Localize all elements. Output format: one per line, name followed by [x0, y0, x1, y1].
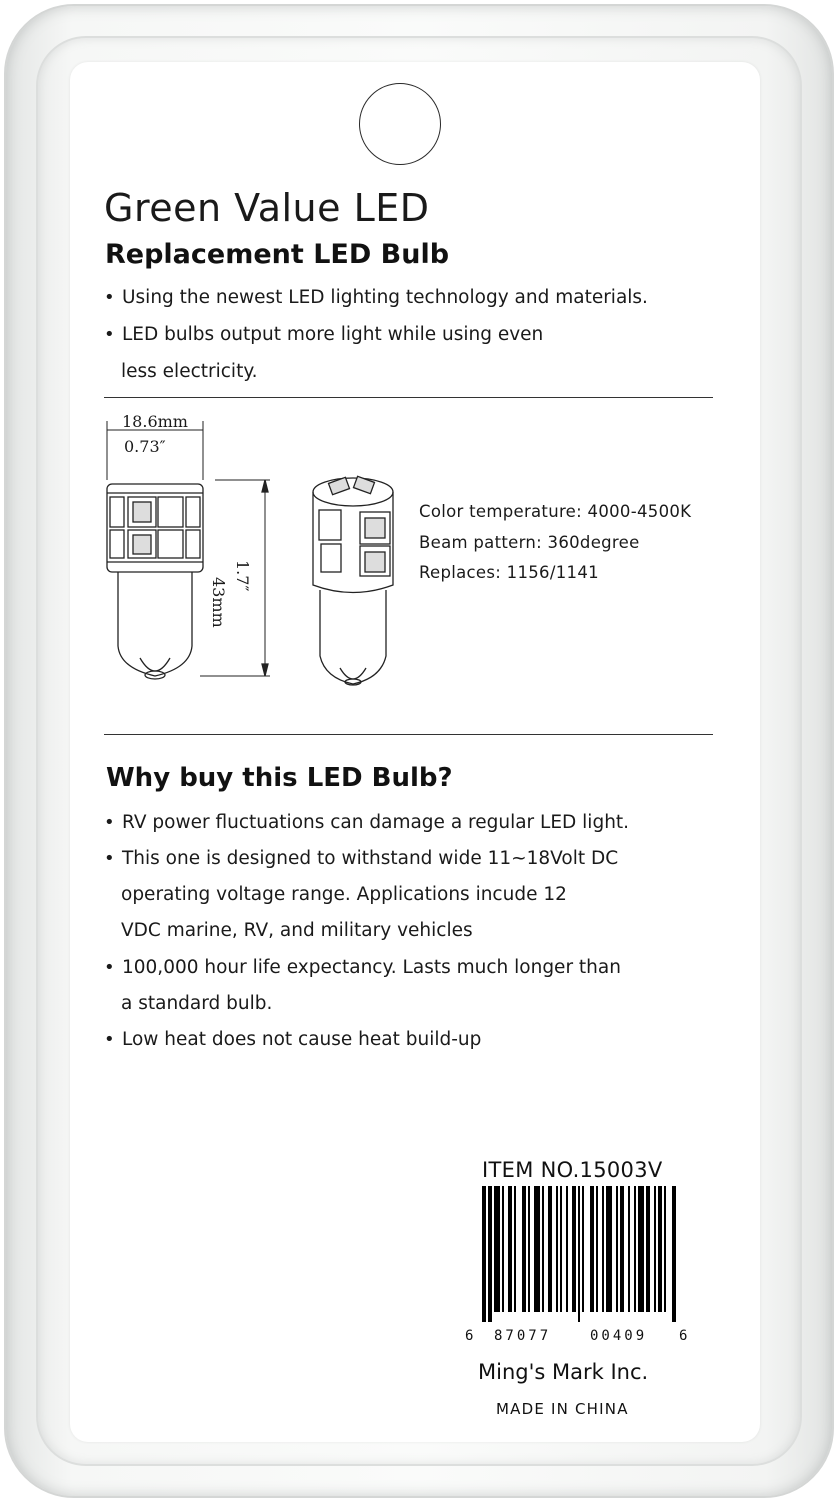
barcode-bar	[528, 1186, 530, 1312]
why-bullet-text: This one is designed to withstand wide 11~18Volt DC	[122, 848, 619, 869]
arrow-up-icon	[262, 480, 268, 492]
bulb-side-view	[107, 484, 203, 679]
upc-right-digit: 6	[679, 1328, 688, 1344]
spec-replaces: Replaces: 1156/1141	[419, 563, 599, 582]
bullet-dot-icon: •	[104, 957, 115, 978]
bullet-dot-icon: •	[104, 287, 115, 308]
barcode-bar	[582, 1186, 584, 1312]
divider-middle	[104, 734, 713, 735]
barcode-bar	[488, 1186, 492, 1322]
barcode-bar	[590, 1186, 594, 1312]
barcode-bar	[596, 1186, 598, 1312]
dim-height-in: 1.7″	[233, 560, 252, 592]
barcode-bar	[514, 1186, 516, 1312]
intro-bullet-text: LED bulbs output more light while using even	[122, 324, 544, 345]
barcode-bar	[502, 1186, 504, 1312]
why-bullet	[104, 848, 618, 869]
barcode-bar	[556, 1186, 558, 1312]
why-bullet-text: 100,000 hour life expectancy. Lasts much longer than	[122, 957, 621, 978]
barcode-bar	[664, 1186, 666, 1312]
barcode-bar	[494, 1186, 500, 1312]
why-bullet-continuation: a standard bulb.	[121, 993, 273, 1014]
barcode-bar	[534, 1186, 540, 1312]
barcode-bar	[566, 1186, 568, 1312]
why-heading: Why buy this LED Bulb?	[106, 763, 453, 793]
barcode-bar	[616, 1186, 618, 1312]
barcode-bar	[628, 1186, 630, 1312]
barcode-bar	[620, 1186, 624, 1312]
barcode-bar	[560, 1186, 562, 1312]
barcode-bar	[542, 1186, 544, 1312]
dim-width-mm: 18.6mm	[122, 412, 188, 431]
product-subtitle: Replacement LED Bulb	[105, 239, 450, 270]
why-bullet	[104, 812, 629, 833]
spec-beam-pattern: Beam pattern: 360degree	[419, 533, 640, 552]
barcode-bar	[522, 1186, 526, 1312]
barcode-bar	[602, 1186, 604, 1312]
brand-name: Green Value LED	[104, 186, 430, 230]
upc-left-digit: 6	[465, 1328, 474, 1344]
intro-bullet-text: Using the newest LED lighting technology and materials.	[122, 287, 648, 308]
why-bullet	[104, 1029, 481, 1050]
why-bullet-text: RV power fluctuations can damage a regular LED light.	[122, 812, 630, 833]
why-bullet	[104, 957, 621, 978]
bullet-dot-icon: •	[104, 324, 115, 345]
barcode-bar	[634, 1186, 636, 1312]
why-bullet-continuation: operating voltage range. Applications incude 12	[121, 884, 567, 905]
country-of-origin: MADE IN CHINA	[496, 1400, 629, 1418]
barcode-bar	[578, 1186, 580, 1322]
upc-group-2: 00409	[590, 1328, 648, 1344]
dim-height-mm: 43mm	[209, 577, 228, 628]
intro-bullet-continuation: less electricity.	[121, 361, 258, 382]
why-bullet-text: Low heat does not cause heat build-up	[122, 1029, 482, 1050]
item-number: ITEM NO.15003V	[482, 1158, 663, 1182]
barcode-bar	[672, 1186, 676, 1322]
barcode-bar	[508, 1186, 512, 1312]
bullet-dot-icon: •	[104, 1029, 115, 1050]
barcode-bar	[572, 1186, 576, 1312]
manufacturer-name: Ming's Mark Inc.	[478, 1360, 649, 1384]
barcode-bar	[658, 1186, 662, 1312]
bullet-dot-icon: •	[104, 812, 115, 833]
barcode-bar	[638, 1186, 644, 1312]
barcode-bar	[606, 1186, 612, 1312]
upc-barcode	[474, 1186, 688, 1326]
arrow-down-icon	[262, 664, 268, 676]
barcode-bar	[654, 1186, 656, 1312]
why-bullet-continuation: VDC marine, RV, and military vehicles	[121, 920, 473, 941]
spec-color-temp: Color temperature: 4000-4500K	[419, 502, 692, 521]
bullet-dot-icon: •	[104, 848, 115, 869]
barcode-bar	[646, 1186, 650, 1312]
barcode-bar	[548, 1186, 552, 1312]
dim-width-in: 0.73″	[124, 437, 166, 456]
upc-group-1: 87077	[494, 1328, 552, 1344]
bulb-perspective-view	[313, 476, 393, 685]
barcode-bar	[482, 1186, 486, 1322]
